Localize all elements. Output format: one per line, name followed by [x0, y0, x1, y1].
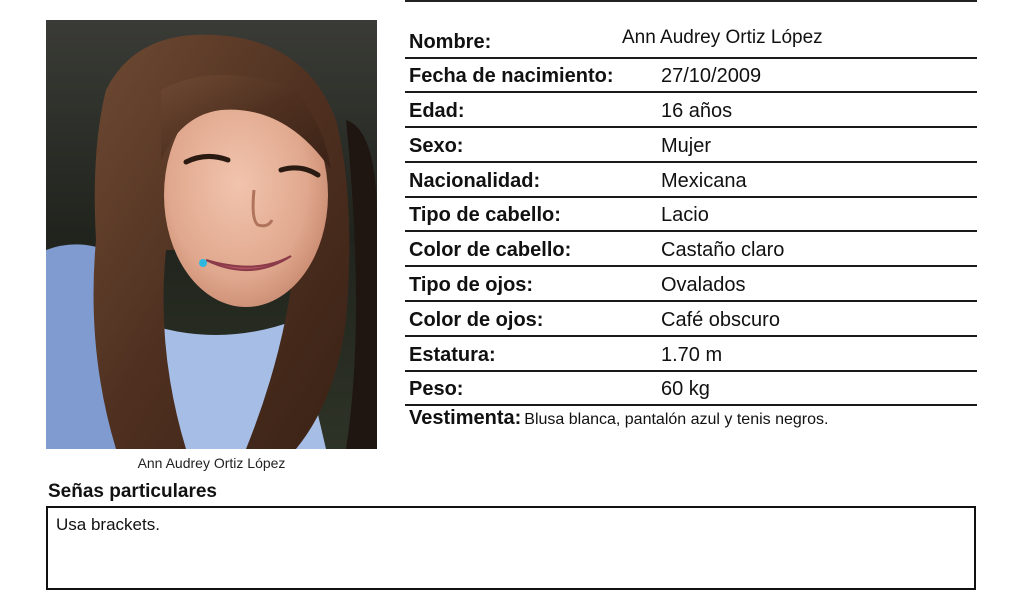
field-label: Nacionalidad: — [409, 169, 541, 192]
field-value: 16 años — [661, 100, 733, 123]
field-label: Nombre: — [409, 30, 492, 53]
field-value: Mujer — [661, 134, 712, 157]
field-value: 60 kg — [661, 378, 710, 401]
field-value: Ovalados — [661, 274, 746, 297]
field-label: Tipo de ojos: — [409, 274, 534, 297]
person-photo — [46, 20, 377, 449]
field-value: Café obscuro — [661, 308, 780, 331]
field-row-edad — [405, 95, 977, 129]
field-value: 1.70 m — [661, 343, 723, 366]
field-row-sexo — [405, 129, 977, 163]
field-row-tipo-ojos — [405, 269, 977, 303]
field-label: Tipo de cabello: — [409, 204, 561, 227]
field-row-vestimenta — [409, 407, 979, 430]
field-value: Castaño claro — [661, 239, 785, 262]
field-label: Fecha de nacimiento: — [409, 65, 614, 88]
data-fields — [405, 25, 977, 408]
field-row-estatura — [405, 338, 977, 372]
field-row-nombre — [405, 25, 977, 59]
field-row-fecha-nacimiento — [405, 60, 977, 94]
vestimenta-label: Vestimenta: — [409, 407, 522, 429]
photo-caption: Ann Audrey Ortiz López — [137, 455, 286, 471]
field-label: Color de cabello: — [409, 239, 572, 262]
field-row-color-ojos — [405, 303, 977, 337]
portrait-image — [46, 20, 377, 449]
field-label: Peso: — [409, 378, 464, 401]
field-label: Sexo: — [409, 134, 464, 157]
vestimenta-value: Blusa blanca, pantalón azul y tenis negros. — [524, 411, 829, 428]
field-row-nacionalidad — [405, 164, 977, 198]
field-label: Edad: — [409, 100, 465, 123]
field-value: Ann Audrey Ortiz López — [622, 26, 823, 48]
senas-box — [46, 506, 976, 590]
top-divider — [405, 0, 977, 2]
senas-text: Usa brackets. — [56, 515, 160, 534]
field-value: Lacio — [661, 204, 709, 227]
field-label: Color de ojos: — [409, 308, 544, 331]
senas-title: Señas particulares — [48, 481, 217, 502]
field-value: 27/10/2009 — [661, 65, 762, 88]
field-value: Mexicana — [661, 169, 747, 192]
field-row-tipo-cabello — [405, 199, 977, 233]
field-label: Estatura: — [409, 343, 496, 366]
field-row-peso — [405, 373, 977, 407]
field-row-color-cabello — [405, 234, 977, 268]
